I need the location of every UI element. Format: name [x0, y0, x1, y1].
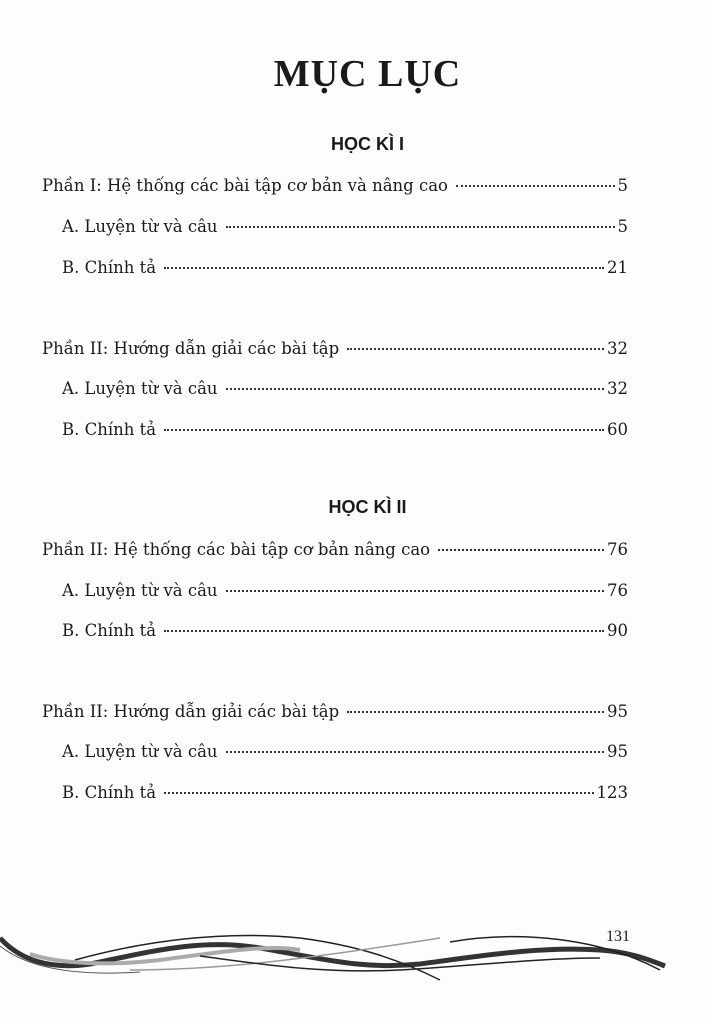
toc-entry[interactable]: [42, 176, 628, 200]
dot-leader: [226, 751, 604, 753]
toc-entry[interactable]: [62, 420, 628, 444]
toc-entry-label: Phần II: Hướng dẫn giải các bài tập: [42, 339, 340, 358]
semester-heading-2: HỌC KÌ II: [328, 497, 407, 517]
toc-entry-page: 32: [607, 379, 628, 398]
dot-leader: [347, 348, 604, 350]
toc-entry-label: A. Luyện từ và câu: [62, 581, 218, 600]
semester-heading-1: HỌC KÌ I: [330, 134, 404, 154]
toc-entry-label: A. Luyện từ và câu: [62, 379, 218, 398]
toc-entry-label: B. Chính tả: [62, 621, 157, 640]
toc-entry-page: 95: [607, 702, 628, 721]
toc-entry[interactable]: [62, 217, 628, 241]
toc-entry-page: 5: [617, 176, 628, 195]
toc-entry[interactable]: [62, 581, 628, 605]
toc-entry-page: 90: [607, 621, 628, 640]
toc-entry-label: Phần II: Hướng dẫn giải các bài tập: [42, 702, 340, 721]
dot-leader: [226, 388, 604, 390]
toc-entry[interactable]: [62, 783, 628, 807]
toc-entry-label: B. Chính tả: [62, 420, 157, 439]
dot-leader: [164, 429, 604, 431]
toc-entry-page: 76: [607, 581, 628, 600]
toc-entry-label: A. Luyện từ và câu: [62, 217, 218, 236]
toc-entry[interactable]: [42, 339, 628, 363]
toc-entry-page: 60: [607, 420, 628, 439]
toc-entry[interactable]: [62, 621, 628, 645]
toc-entry[interactable]: [42, 702, 628, 726]
toc-entry-label: Phần II: Hệ thống các bài tập cơ bản nâng cao: [42, 540, 431, 559]
dot-leader: [226, 226, 615, 228]
toc-entry-page: 123: [596, 783, 628, 802]
dot-leader: [164, 630, 604, 632]
toc-entry-label: B. Chính tả: [62, 783, 157, 802]
dot-leader: [347, 711, 604, 713]
toc-entry[interactable]: [62, 258, 628, 282]
page-title: MỤC LỤC: [273, 53, 462, 95]
dot-leader: [456, 185, 615, 187]
toc-entry-label: B. Chính tả: [62, 258, 157, 277]
toc-entry-page: 5: [617, 217, 628, 236]
dot-leader: [226, 590, 604, 592]
toc-entry-page: 21: [607, 258, 628, 277]
toc-entry-label: A. Luyện từ và câu: [62, 742, 218, 761]
decorative-swash: [0, 930, 705, 990]
page-number: 131: [606, 928, 630, 945]
toc-entry-page: 95: [607, 742, 628, 761]
toc-entry[interactable]: [42, 540, 628, 564]
toc-entry[interactable]: [62, 379, 628, 403]
toc-entry[interactable]: [62, 742, 628, 766]
toc-entry-page: 76: [607, 540, 628, 559]
toc-entry-label: Phần I: Hệ thống các bài tập cơ bản và nâng cao: [42, 176, 448, 195]
dot-leader: [438, 549, 604, 551]
toc-entry-page: 32: [607, 339, 628, 358]
dot-leader: [164, 792, 593, 794]
dot-leader: [164, 267, 604, 269]
